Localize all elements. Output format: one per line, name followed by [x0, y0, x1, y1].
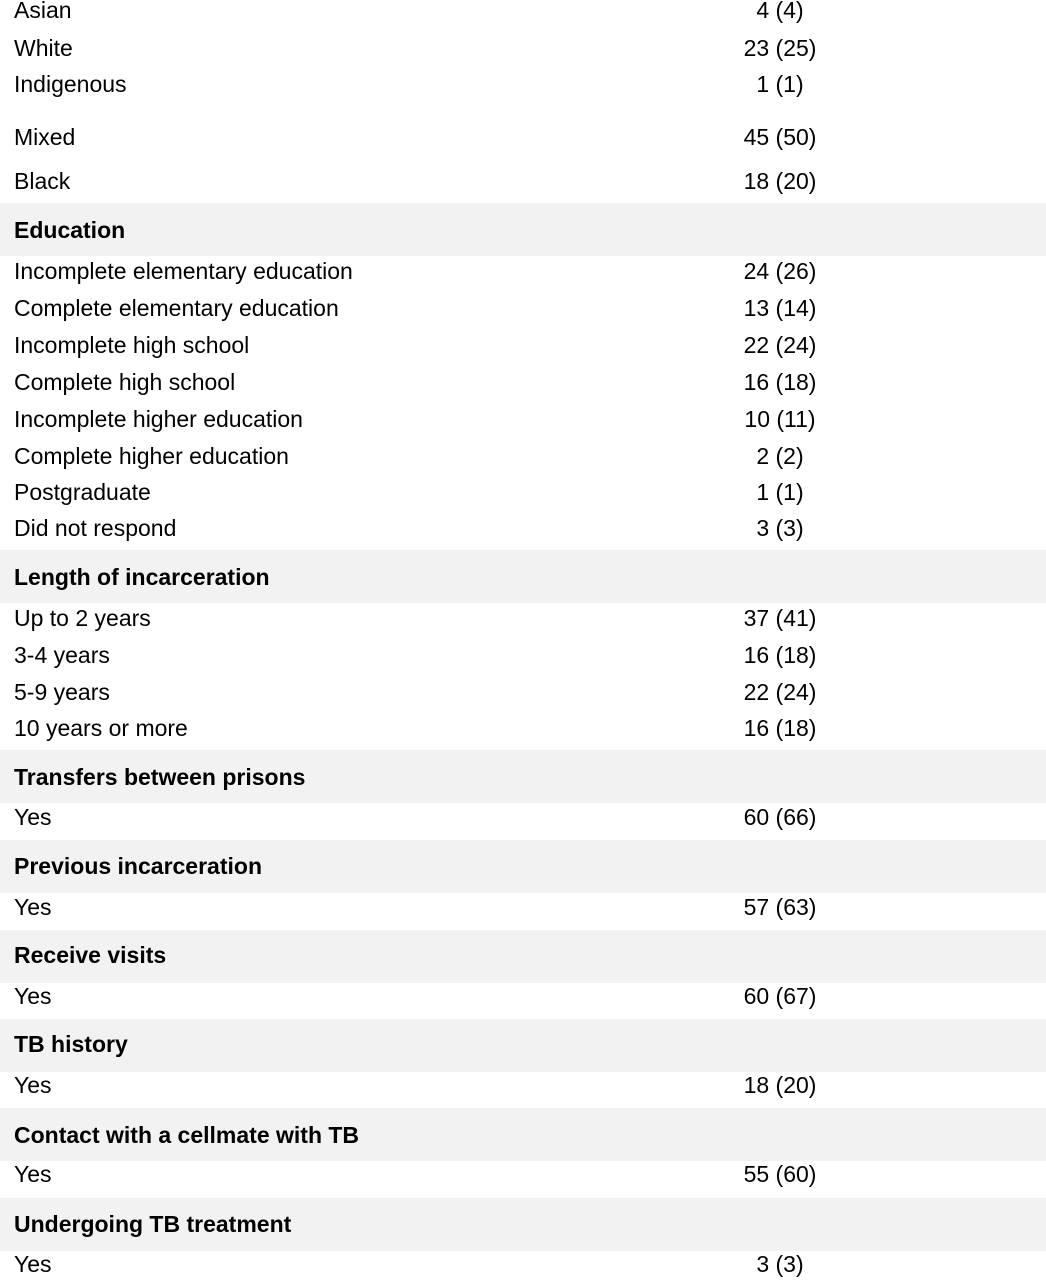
row-label: Yes — [14, 894, 52, 920]
table-row — [0, 603, 1046, 640]
row-label: Up to 2 years — [14, 605, 151, 631]
row-label: Black — [14, 168, 71, 194]
row-label: Mixed — [14, 124, 76, 150]
row-value: 22 (24) — [743, 332, 817, 358]
row-value: 4 (4) — [756, 0, 804, 23]
section-heading: Education — [14, 217, 126, 243]
row-value: 60 (67) — [743, 983, 817, 1009]
section-header-cellmate-contact — [0, 1108, 1046, 1161]
row-value: 1 (1) — [756, 71, 804, 97]
section-heading: Receive visits — [14, 942, 167, 968]
section-heading: Contact with a cellmate with TB — [14, 1122, 360, 1148]
table-row — [0, 29, 1046, 66]
row-label: Complete high school — [14, 369, 236, 395]
row-label: Yes — [14, 983, 52, 1009]
row-value: 18 (20) — [743, 1072, 817, 1098]
table-row — [0, 441, 1046, 478]
row-value: 23 (25) — [743, 35, 817, 61]
row-label: White — [14, 35, 73, 61]
row-label: Incomplete elementary education — [14, 258, 353, 284]
row-label: Incomplete high school — [14, 332, 250, 358]
table-row — [0, 983, 1046, 1019]
table-row — [0, 478, 1046, 514]
table-row — [0, 893, 1046, 930]
row-label: Asian — [14, 0, 72, 23]
row-value: 22 (24) — [743, 679, 817, 705]
section-header-tb-treatment — [0, 1198, 1046, 1251]
row-label: 10 years or more — [14, 715, 188, 741]
table-row — [0, 1251, 1046, 1280]
row-label: Complete higher education — [14, 443, 289, 469]
table-row — [0, 803, 1046, 840]
section-heading: Undergoing TB treatment — [14, 1211, 292, 1237]
row-value: 13 (14) — [743, 295, 817, 321]
table-row — [0, 103, 1046, 159]
section-heading: Length of incarceration — [14, 564, 270, 590]
row-value: 60 (66) — [743, 804, 817, 830]
section-heading: Previous incarceration — [14, 853, 262, 879]
table-row — [0, 330, 1046, 367]
section-header-education — [0, 203, 1046, 256]
section-header-transfers — [0, 750, 1046, 803]
row-value: 45 (50) — [743, 124, 817, 150]
row-label: Yes — [14, 1251, 52, 1277]
section-header-previous-incarceration — [0, 840, 1046, 893]
row-value: 10 (11) — [744, 406, 816, 432]
section-header-receive-visits — [0, 930, 1046, 983]
table-row — [0, 640, 1046, 677]
row-label: Incomplete higher education — [14, 406, 303, 432]
row-label: Did not respond — [14, 515, 177, 541]
row-label: Indigenous — [14, 71, 127, 97]
row-value: 55 (60) — [743, 1161, 817, 1187]
table-row — [0, 256, 1046, 293]
row-value: 37 (41) — [743, 605, 817, 631]
row-value: 57 (63) — [743, 894, 817, 920]
table-row — [0, 1161, 1046, 1198]
row-value: 2 (2) — [756, 443, 804, 469]
table-row — [0, 293, 1046, 330]
table-row — [0, 1072, 1046, 1108]
row-value: 3 (3) — [756, 515, 804, 541]
row-value: 18 (20) — [743, 168, 817, 194]
row-value: 3 (3) — [756, 1251, 804, 1277]
row-value: 24 (26) — [743, 258, 817, 284]
row-label: Yes — [14, 804, 52, 830]
row-value: 16 (18) — [743, 715, 817, 741]
table-row — [0, 159, 1046, 203]
table-row — [0, 0, 1046, 28]
row-label: Yes — [14, 1161, 52, 1187]
section-heading: Transfers between prisons — [14, 764, 306, 790]
row-value: 1 (1) — [756, 479, 804, 505]
table-row — [0, 677, 1046, 714]
table-row — [0, 514, 1046, 550]
table-row — [0, 714, 1046, 750]
row-label: 5-9 years — [14, 679, 110, 705]
section-header-incarceration-length — [0, 550, 1046, 603]
section-heading: TB history — [14, 1031, 128, 1057]
row-label: Complete elementary education — [14, 295, 339, 321]
row-label: 3-4 years — [14, 642, 110, 668]
table-row — [0, 404, 1046, 441]
table-row — [0, 367, 1046, 404]
row-value: 16 (18) — [743, 642, 817, 668]
row-value: 16 (18) — [743, 369, 817, 395]
row-label: Yes — [14, 1072, 52, 1098]
table-row — [0, 66, 1046, 103]
section-header-tb-history — [0, 1019, 1046, 1072]
row-label: Postgraduate — [14, 479, 151, 505]
